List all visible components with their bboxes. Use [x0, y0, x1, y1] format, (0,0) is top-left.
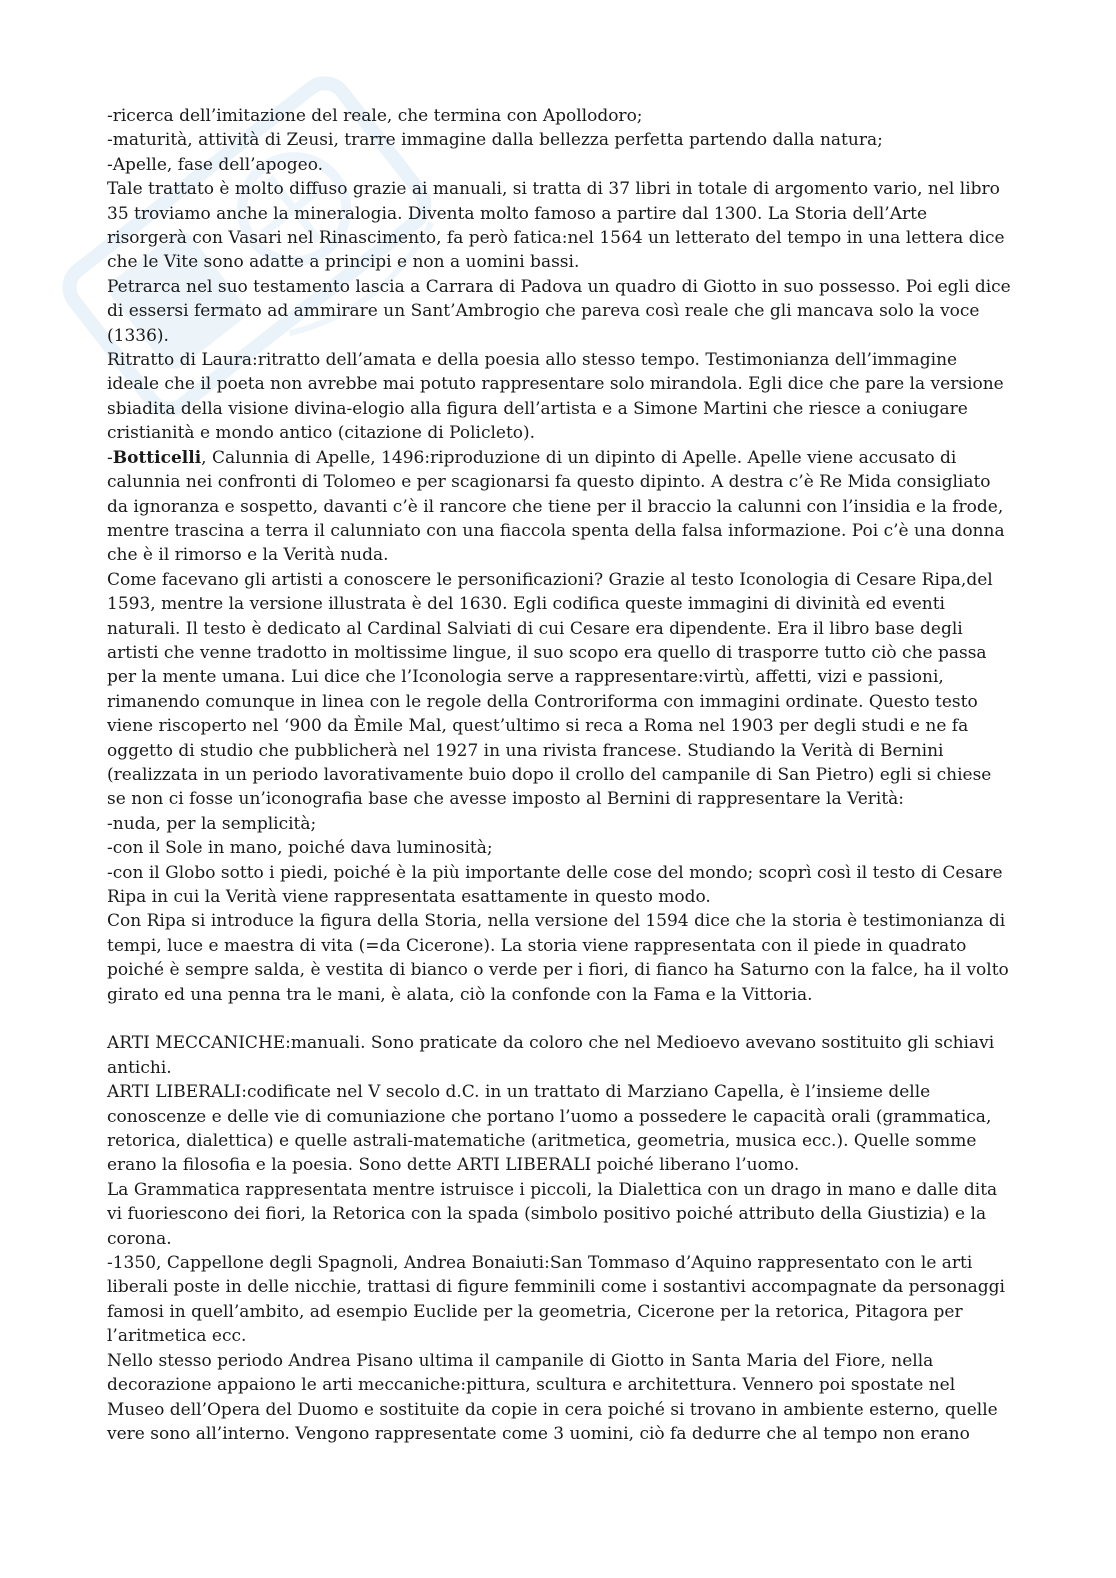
paragraph-7 [107, 446, 1012, 568]
paragraph-16: -1350, Cappellone degli Spagnoli, Andrea Bonaiuti:San Tommaso d’Aquino rappresentato con le arti liberali poste in delle nicchie, trattasi di figure femminili come i sostantivi accompagnate da personaggi famosi in quell’ambito, ad esempio Euclide per la geometria, Cicerone per la retorica, Pitagora per l’aritmetica ecc. [107, 1253, 1005, 1347]
paragraph-13: ARTI MECCANICHE:manuali. Sono praticate da coloro che nel Medioevo avevano sostituito gli schiavi antichi. [107, 1033, 995, 1078]
paragraph-11: -con il Globo sotto i piedi, poiché è la più importante delle cose del mondo; scoprì così il testo di Cesare Ripa in cui la Verità viene rappresentata esattamente in questo modo. [107, 862, 1003, 907]
paragraph-9: -nuda, per la semplicità; [107, 813, 317, 834]
paragraph-8: Come facevano gli artisti a conoscere le personificazioni? Grazie al testo Iconologia di Cesare Ripa,del 1593, mentre la versione illustrata è del 1630. Egli codifica queste immagini di divinità ed eventi naturali. Il testo è dedicato al Cardinal Salviati di cui Cesare era dipendente. Era il libro base degli artisti che venne tradotto in moltissime lingue, il suo scopo era quello di trasporre tutto ciò che passa per la mente umana. Lui dice che l’Iconologia serve a rappresentare:virtù, affetti, vizi e passioni, rimanendo comunque in linea con le regole della Controriforma con immagini ordinate. Questo testo viene riscoperto nel ‘900 da Èmile Mal, quest’ultimo si reca a Roma nel 1903 per degli studi e ne fa oggetto di studio che pubblicherà nel 1927 in una rivista francese. Studiando la Verità di Bernini (realizzata in un periodo lavorativamente buio dopo il crollo del campanile di San Pietro) egli si chiese se non ci fosse un’iconografia base che avesse imposto al Bernini di rappresentare la Verità: [107, 569, 993, 810]
paragraph-7-text: , Calunnia di Apelle, 1496:riproduzione di un dipinto di Apelle. Apelle viene accusato di calunnia nei confronti di Tolomeo e per scagionarsi fa questo dipinto. A destra c’è Re Mida consigliato da ignoranza e sospetto, davanti c’è il rancore che tiene per il braccio la calunni con l’insidia e la frode, mentre trascina a terra il calunniato con una fiaccola spenta della falsa informazione. Poi c’è una donna che è il rimorso e la Verità nuda. [107, 447, 1005, 566]
document-body [107, 104, 1012, 1446]
paragraph-6: Ritratto di Laura:ritratto dell’amata e della poesia allo stesso tempo. Testimonianza dell’immagine ideale che il poeta non avrebbe mai potuto rappresentare solo mirandola. Egli dice che pare la versione sbiadita della visione divina-elogio alla figura dell’artista e a Simone Martini che riesce a coniugare cristianità e mondo antico (citazione di Policleto). [107, 350, 1004, 444]
paragraph-7-bold: Botticelli [112, 447, 202, 468]
paragraph-17: Nello stesso periodo Andrea Pisano ultima il campanile di Giotto in Santa Maria del Fiore, nella decorazione appaiono le arti meccaniche:pittura, scultura e architettura. Vennero poi spostate nel Museo dell’Opera del Duomo e sostituite da copie in cera poiché si trovano in ambiente esterno, quelle vere sono all’interno. Vengono rappresentate come 3 uomini, ciò fa dedurre che al tempo non erano [107, 1350, 998, 1444]
paragraph-10: -con il Sole in mano, poiché dava luminosità; [107, 838, 493, 859]
paragraph-15: La Grammatica rappresentata mentre istruisce i piccoli, la Dialettica con un drago in mano e dalle dita vi fuoriescono dei fiori, la Retorica con la spada (simbolo positivo poiché attributo della Giustizia) e la corona. [107, 1179, 998, 1249]
paragraph-5: Petrarca nel suo testamento lascia a Carrara di Padova un quadro di Giotto in suo possesso. Poi egli dice di essersi fermato ad ammirare un Sant’Ambrogio che pareva così reale che gli mancava solo la voce (1336). [107, 276, 1011, 346]
paragraph-12: Con Ripa si introduce la figura della Storia, nella versione del 1594 dice che la storia è testimonianza di tempi, luce e maestra di vita (=da Cicerone). La storia viene rappresentata con il piede in quadrato poiché è sempre salda, è vestita di bianco o verde per i fiori, di fianco ha Saturno con la falce, ha il volto girato ed una penna tra le mani, è alata, ciò la confonde con la Fama e la Vittoria. [107, 911, 1009, 1005]
paragraph-14: ARTI LIBERALI:codificate nel V secolo d.C. in un trattato di Marziano Capella, è l’insieme delle conoscenze e delle vie di comuniazione che portano l’uomo a possedere le capacità orali (grammatica, retorica, dialettica) e quelle astrali-matematiche (aritmetica, geometria, musica ecc.). Quelle somme erano la filosofia e la poesia. Sono dette ARTI LIBERALI poiché liberano l’uomo. [107, 1082, 992, 1176]
paragraph-1: -ricerca dell’imitazione del reale, che termina con Apollodoro; [107, 106, 643, 126]
paragraph-4: Tale trattato è molto diffuso grazie ai manuali, si tratta di 37 libri in totale di argomento vario, nel libro 35 troviamo anche la mineralogia. Diventa molto famoso a partire dal 1300. La Storia dell’Arte risorgerà con Vasari nel Rinascimento, fa però fatica:nel 1564 un letterato del tempo in una lettera dice che le Vite sono adatte a principi e non a uomini bassi. [107, 179, 1005, 273]
paragraph-3: -Apelle, fase dell’apogeo. [107, 154, 324, 175]
paragraph-2: -maturità, attività di Zeusi, trarre immagine dalla bellezza perfetta partendo dalla natura; [107, 130, 883, 151]
paragraph-7-prefix: - [107, 447, 113, 468]
